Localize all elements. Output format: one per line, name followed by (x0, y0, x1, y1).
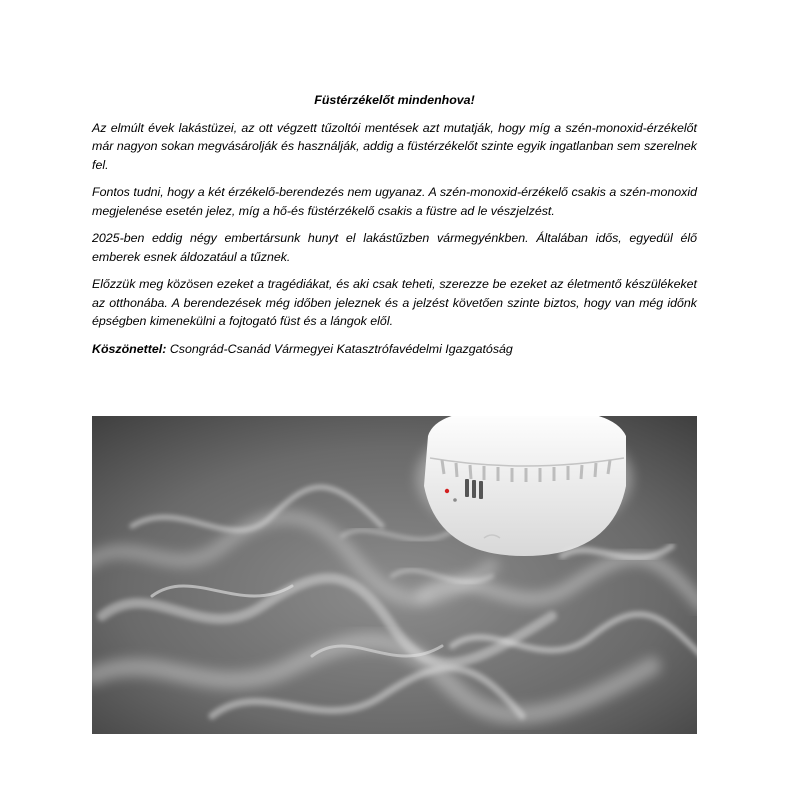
detector-grille (465, 479, 483, 499)
signoff-organization: Csongrád-Csanád Vármegyei Katasztrófavédelmi Igazgatóság (169, 341, 513, 356)
paragraph-4: Előzzük meg közösen ezeket a tragédiákat, és aki csak teheti, szerezze be ezeket az életmentő készülékeket az otthonába. A berendezések még időben jeleznek és a jelzést követően szinte biztos, hogy van még időnk épségben kimenekülni a fojtogató füst és a lángok elől. (92, 277, 697, 328)
paragraph-3: 2025-ben eddig négy embertársunk hunyt el lakástűzben vármegyénkben. Általában idős, egyedül élő emberek esnek áldozatául a tűznek. (92, 231, 697, 264)
document-body (92, 91, 697, 358)
detector-led (445, 489, 449, 493)
paragraph-2: Fontos tudni, hogy a két érzékelő-berendezés nem ugyanaz. A szén-monoxid-érzékelő csakis a szén-monoxid megjelenése esetén jelez, míg a hő-és füstérzékelő csakis a füstre ad le vészjelzést. (92, 185, 697, 218)
paragraph-1: Az elmúlt évek lakástüzei, az ott végzett tűzoltói mentések azt mutatják, hogy míg a szén-monoxid-érzékelőt már nagyon sokan megvásárolják és használják, addig a füstérzékelőt szinte egyik ingatlanban sem szerelnek fel. (92, 120, 697, 172)
signoff-label: Köszönettel: (92, 341, 167, 356)
smoke-detector-photo (92, 416, 697, 734)
signoff (92, 340, 697, 359)
smoke-scene-illustration (92, 416, 697, 734)
document-title: Füstérzékelőt mindenhova! (314, 93, 475, 107)
